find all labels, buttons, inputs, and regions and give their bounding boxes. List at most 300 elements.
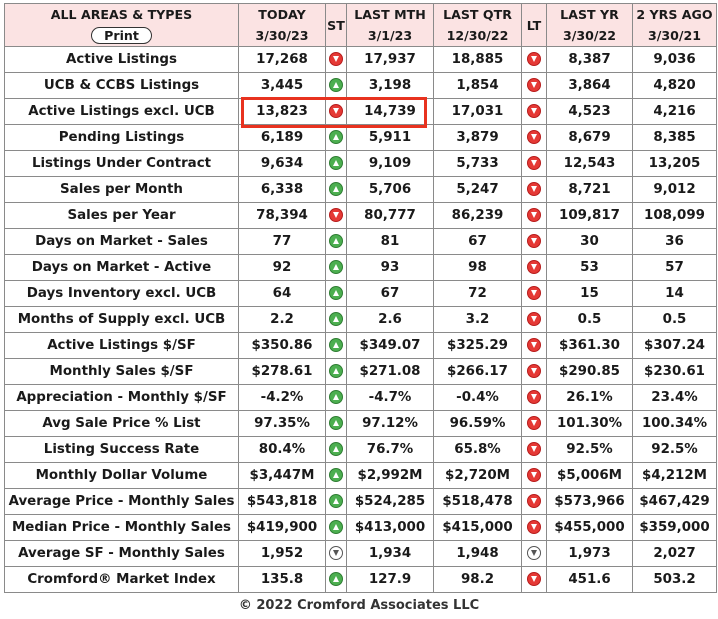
today-value-cell xyxy=(239,437,326,463)
header-2-yrs-ago xyxy=(633,4,717,47)
arrow-up-circle-icon xyxy=(329,286,343,300)
arrow-up-circle-icon xyxy=(329,130,343,144)
table-row xyxy=(5,255,717,281)
st-indicator-cell xyxy=(326,385,347,411)
last-qtr-value: $518,478 xyxy=(442,494,513,509)
last-qtr-value-cell xyxy=(434,151,522,177)
metric-label-cell xyxy=(5,411,239,437)
today-value-cell xyxy=(239,177,326,203)
metric-label-cell xyxy=(5,99,239,125)
lt-indicator-cell xyxy=(522,229,547,255)
last-qtr-value-cell xyxy=(434,541,522,567)
copyright-footer: © 2022 Cromford Associates LLC xyxy=(238,598,480,613)
arrow-down-circle-icon xyxy=(527,468,541,482)
arrow-down-circle-icon xyxy=(527,338,541,352)
last-yr-value-cell xyxy=(547,99,633,125)
last-mth-value-cell xyxy=(347,125,434,151)
last-yr-value: 1,973 xyxy=(568,546,611,561)
arrow-down-circle-icon xyxy=(527,442,541,456)
lt-indicator-cell xyxy=(522,489,547,515)
last-yr-value: 53 xyxy=(580,260,599,275)
two-yrs-ago-value-cell xyxy=(633,567,717,593)
last-mth-value: 9,109 xyxy=(368,156,412,171)
arrow-up-circle-icon xyxy=(329,156,343,170)
last-mth-value: 76.7% xyxy=(366,442,414,457)
lt-indicator-cell xyxy=(522,47,547,73)
two-yrs-ago-value-cell xyxy=(633,99,717,125)
metric-label: UCB & CCBS Listings xyxy=(43,78,200,93)
last-mth-value: $413,000 xyxy=(354,520,426,535)
last-mth-value: 81 xyxy=(380,234,400,249)
st-indicator-cell xyxy=(326,489,347,515)
two-yrs-ago-value-cell xyxy=(633,359,717,385)
last-mth-value: 67 xyxy=(380,286,400,301)
last-qtr-value-cell xyxy=(434,73,522,99)
last-mth-value: $271.08 xyxy=(359,364,421,379)
last-yr-value-cell xyxy=(547,541,633,567)
metric-label: Sales per Month xyxy=(60,182,183,197)
two-yrs-ago-value: 108,099 xyxy=(644,208,705,223)
today-value: $350.86 xyxy=(251,338,313,353)
two-yrs-ago-value-cell xyxy=(633,281,717,307)
last-yr-value: $455,000 xyxy=(554,520,625,535)
last-qtr-value: 3,879 xyxy=(456,130,499,145)
table-row xyxy=(5,463,717,489)
table-row xyxy=(5,359,717,385)
two-yrs-ago-value: 9,012 xyxy=(653,182,696,197)
arrow-up-circle-icon xyxy=(329,390,343,404)
col-date: 3/30/21 xyxy=(647,28,701,43)
metric-label: Pending Listings xyxy=(58,130,185,145)
last-mth-value: 127.9 xyxy=(368,572,412,587)
metric-label-cell xyxy=(5,73,239,99)
last-qtr-value-cell xyxy=(434,203,522,229)
today-value-cell xyxy=(239,151,326,177)
today-value-cell xyxy=(239,47,326,73)
last-qtr-value-cell xyxy=(434,489,522,515)
today-value-cell xyxy=(239,203,326,229)
last-mth-value: $349.07 xyxy=(359,338,421,353)
header-lt xyxy=(522,4,547,47)
today-value: 6,338 xyxy=(260,182,304,197)
today-value-cell xyxy=(239,489,326,515)
arrow-down-circle-icon xyxy=(329,52,343,66)
today-value-cell xyxy=(239,541,326,567)
last-qtr-value-cell xyxy=(434,125,522,151)
today-value: 9,634 xyxy=(260,156,304,171)
last-mth-value-cell xyxy=(347,99,434,125)
st-indicator-cell xyxy=(326,359,347,385)
col-date: 3/1/23 xyxy=(367,28,413,43)
arrow-up-circle-icon xyxy=(329,468,343,482)
arrow-down-circle-icon xyxy=(527,286,541,300)
market-metrics-table xyxy=(4,3,717,593)
col-label: LAST QTR xyxy=(443,7,512,22)
table-row xyxy=(5,47,717,73)
metric-label: Days on Market - Active xyxy=(31,260,212,275)
last-mth-value-cell xyxy=(347,359,434,385)
last-mth-value-cell xyxy=(347,437,434,463)
last-qtr-value: 5,733 xyxy=(456,156,499,171)
last-qtr-value: 3.2 xyxy=(465,312,490,327)
last-mth-value: 3,198 xyxy=(368,78,412,93)
metric-label-cell xyxy=(5,281,239,307)
arrow-down-circle-icon xyxy=(527,234,541,248)
table-row xyxy=(5,541,717,567)
table-header-row xyxy=(5,4,717,47)
last-mth-value-cell xyxy=(347,151,434,177)
last-yr-value-cell xyxy=(547,437,633,463)
last-qtr-value-cell xyxy=(434,385,522,411)
two-yrs-ago-value-cell xyxy=(633,515,717,541)
metric-label: Active Listings excl. UCB xyxy=(28,104,215,119)
table-row xyxy=(5,73,717,99)
last-mth-value: 1,934 xyxy=(368,546,412,561)
today-value: $278.61 xyxy=(251,364,313,379)
last-yr-value: $5,006M xyxy=(557,468,622,483)
last-qtr-value: -0.4% xyxy=(456,390,499,405)
two-yrs-ago-value: $230.61 xyxy=(644,364,705,379)
arrow-up-circle-icon xyxy=(329,234,343,248)
two-yrs-ago-value-cell xyxy=(633,437,717,463)
metric-label: Median Price - Monthly Sales xyxy=(11,520,232,535)
table-body xyxy=(5,47,717,593)
last-yr-value: 0.5 xyxy=(577,312,602,327)
st-indicator-cell xyxy=(326,125,347,151)
today-value: 2.2 xyxy=(270,312,294,327)
last-qtr-value: $2,720M xyxy=(445,468,510,483)
lt-indicator-cell xyxy=(522,177,547,203)
last-yr-value: 101.30% xyxy=(556,416,623,431)
today-value: 97.35% xyxy=(254,416,310,431)
last-qtr-value-cell xyxy=(434,177,522,203)
last-mth-value-cell xyxy=(347,229,434,255)
st-indicator-cell xyxy=(326,411,347,437)
col-label: LT xyxy=(526,17,542,33)
today-value: 1,952 xyxy=(260,546,304,561)
header-today xyxy=(239,4,326,47)
arrow-down-circle-icon xyxy=(527,390,541,404)
last-mth-value-cell xyxy=(347,203,434,229)
two-yrs-ago-value: $467,429 xyxy=(639,494,710,509)
last-qtr-value: 5,247 xyxy=(456,182,499,197)
st-indicator-cell xyxy=(326,463,347,489)
header-last-mth xyxy=(347,4,434,47)
last-yr-value: 8,387 xyxy=(568,52,611,67)
today-value: 135.8 xyxy=(260,572,304,587)
two-yrs-ago-value: $359,000 xyxy=(639,520,710,535)
today-value: 3,445 xyxy=(260,78,304,93)
arrow-down-circle-icon xyxy=(527,130,541,144)
st-indicator-cell xyxy=(326,151,347,177)
today-value: $419,900 xyxy=(246,520,318,535)
metric-label: Sales per Year xyxy=(67,208,176,223)
last-mth-value: 5,706 xyxy=(368,182,412,197)
metric-label: Average SF - Monthly Sales xyxy=(18,546,225,561)
two-yrs-ago-value: 57 xyxy=(665,260,684,275)
table-row xyxy=(5,411,717,437)
header-last-yr xyxy=(547,4,633,47)
arrow-up-circle-icon xyxy=(329,182,343,196)
two-yrs-ago-value-cell xyxy=(633,333,717,359)
metric-label-cell xyxy=(5,307,239,333)
lt-indicator-cell xyxy=(522,567,547,593)
last-mth-value-cell xyxy=(347,515,434,541)
lt-indicator-cell xyxy=(522,73,547,99)
arrow-down-circle-icon xyxy=(329,208,343,222)
today-value: 80.4% xyxy=(258,442,306,457)
last-yr-value-cell xyxy=(547,489,633,515)
last-mth-value: 17,937 xyxy=(364,52,416,67)
last-qtr-value-cell xyxy=(434,47,522,73)
today-value-cell xyxy=(239,515,326,541)
table-row xyxy=(5,385,717,411)
last-qtr-value-cell xyxy=(434,411,522,437)
last-mth-value: $2,992M xyxy=(357,468,423,483)
last-yr-value-cell xyxy=(547,359,633,385)
last-qtr-value: $266.17 xyxy=(447,364,508,379)
st-indicator-cell xyxy=(326,73,347,99)
today-value: 17,268 xyxy=(256,52,308,67)
last-mth-value-cell xyxy=(347,333,434,359)
metric-label: Listings Under Contract xyxy=(31,156,212,171)
arrow-up-circle-icon xyxy=(329,442,343,456)
last-qtr-value-cell xyxy=(434,281,522,307)
today-value: -4.2% xyxy=(260,390,304,405)
last-yr-value: 26.1% xyxy=(566,390,613,405)
last-mth-value-cell xyxy=(347,567,434,593)
arrow-down-circle-icon xyxy=(527,208,541,222)
table-row xyxy=(5,99,717,125)
two-yrs-ago-value-cell xyxy=(633,73,717,99)
arrow-down-circle-icon xyxy=(329,104,343,118)
last-yr-value-cell xyxy=(547,125,633,151)
last-mth-value-cell xyxy=(347,411,434,437)
two-yrs-ago-value: $4,212M xyxy=(642,468,707,483)
st-indicator-cell xyxy=(326,515,347,541)
two-yrs-ago-value: 23.4% xyxy=(651,390,698,405)
table-row xyxy=(5,151,717,177)
last-qtr-value-cell xyxy=(434,437,522,463)
today-value-cell xyxy=(239,99,326,125)
lt-indicator-cell xyxy=(522,411,547,437)
arrow-down-circle-icon xyxy=(527,260,541,274)
metric-label-cell xyxy=(5,255,239,281)
two-yrs-ago-value: 92.5% xyxy=(651,442,698,457)
st-indicator-cell xyxy=(326,255,347,281)
arrow-down-circle-icon xyxy=(527,494,541,508)
last-yr-value-cell xyxy=(547,151,633,177)
last-yr-value: $573,966 xyxy=(554,494,625,509)
last-mth-value-cell xyxy=(347,541,434,567)
last-yr-value-cell xyxy=(547,281,633,307)
last-yr-value-cell xyxy=(547,255,633,281)
metric-label-cell xyxy=(5,359,239,385)
two-yrs-ago-value-cell xyxy=(633,385,717,411)
today-value-cell xyxy=(239,385,326,411)
two-yrs-ago-value-cell xyxy=(633,177,717,203)
metric-label-cell xyxy=(5,385,239,411)
last-qtr-value-cell xyxy=(434,567,522,593)
two-yrs-ago-value-cell xyxy=(633,489,717,515)
today-value: 6,189 xyxy=(260,130,304,145)
metric-label-cell xyxy=(5,541,239,567)
arrow-down-outline-circle-icon xyxy=(527,546,541,560)
lt-indicator-cell xyxy=(522,203,547,229)
last-qtr-value-cell xyxy=(434,255,522,281)
today-value-cell xyxy=(239,255,326,281)
metric-label: Average Price - Monthly Sales xyxy=(8,494,235,509)
last-qtr-value: 96.59% xyxy=(449,416,506,431)
lt-indicator-cell xyxy=(522,255,547,281)
st-indicator-cell xyxy=(326,567,347,593)
arrow-up-circle-icon xyxy=(329,364,343,378)
st-indicator-cell xyxy=(326,203,347,229)
last-mth-value-cell xyxy=(347,463,434,489)
lt-indicator-cell xyxy=(522,99,547,125)
last-yr-value: 109,817 xyxy=(559,208,620,223)
print-button[interactable]: Print xyxy=(91,27,152,44)
col-label: TODAY xyxy=(258,7,306,22)
two-yrs-ago-value: 4,820 xyxy=(653,78,696,93)
last-mth-value-cell xyxy=(347,73,434,99)
today-value-cell xyxy=(239,567,326,593)
two-yrs-ago-value-cell xyxy=(633,229,717,255)
last-yr-value: 451.6 xyxy=(568,572,611,587)
last-qtr-value: 1,948 xyxy=(456,546,499,561)
metric-label: Active Listings xyxy=(66,52,177,67)
metric-label: Monthly Sales $/SF xyxy=(49,364,194,379)
two-yrs-ago-value: 2,027 xyxy=(653,546,696,561)
last-mth-value: 80,777 xyxy=(364,208,416,223)
last-qtr-value-cell xyxy=(434,99,522,125)
metric-label: Avg Sale Price % List xyxy=(42,416,201,431)
last-mth-value-cell xyxy=(347,489,434,515)
lt-indicator-cell xyxy=(522,359,547,385)
last-mth-value-cell xyxy=(347,385,434,411)
last-qtr-value: 67 xyxy=(468,234,487,249)
arrow-down-circle-icon xyxy=(527,364,541,378)
table-row xyxy=(5,437,717,463)
last-yr-value: 8,679 xyxy=(568,130,611,145)
last-qtr-value-cell xyxy=(434,463,522,489)
today-value-cell xyxy=(239,73,326,99)
col-label: LAST YR xyxy=(560,7,619,22)
lt-indicator-cell xyxy=(522,385,547,411)
metric-label-cell xyxy=(5,203,239,229)
arrow-down-circle-icon xyxy=(527,572,541,586)
st-indicator-cell xyxy=(326,541,347,567)
last-yr-value-cell xyxy=(547,463,633,489)
metric-label: Cromford® Market Index xyxy=(27,572,216,587)
arrow-up-circle-icon xyxy=(329,416,343,430)
metric-label-cell xyxy=(5,437,239,463)
last-mth-value: 93 xyxy=(380,260,400,275)
two-yrs-ago-value: 9,036 xyxy=(653,52,696,67)
two-yrs-ago-value-cell xyxy=(633,151,717,177)
last-yr-value: 15 xyxy=(580,286,599,301)
last-qtr-value-cell xyxy=(434,515,522,541)
last-yr-value-cell xyxy=(547,177,633,203)
st-indicator-cell xyxy=(326,307,347,333)
st-indicator-cell xyxy=(326,333,347,359)
arrow-down-circle-icon xyxy=(527,312,541,326)
arrow-down-circle-icon xyxy=(527,104,541,118)
metric-label: Months of Supply excl. UCB xyxy=(17,312,226,327)
last-qtr-value: 98 xyxy=(468,260,487,275)
st-indicator-cell xyxy=(326,99,347,125)
metric-label: Monthly Dollar Volume xyxy=(35,468,208,483)
table-row xyxy=(5,333,717,359)
last-mth-value: 2.6 xyxy=(378,312,402,327)
lt-indicator-cell xyxy=(522,281,547,307)
table-row xyxy=(5,307,717,333)
today-value-cell xyxy=(239,307,326,333)
table-row xyxy=(5,229,717,255)
last-yr-value-cell xyxy=(547,385,633,411)
two-yrs-ago-value-cell xyxy=(633,125,717,151)
lt-indicator-cell xyxy=(522,541,547,567)
arrow-down-circle-icon xyxy=(527,156,541,170)
last-yr-value-cell xyxy=(547,47,633,73)
metric-label-cell xyxy=(5,125,239,151)
table-row xyxy=(5,177,717,203)
last-yr-value-cell xyxy=(547,411,633,437)
today-value: 77 xyxy=(272,234,292,249)
last-yr-value: 3,864 xyxy=(568,78,611,93)
arrow-up-circle-icon xyxy=(329,312,343,326)
col-label: 2 YRS AGO xyxy=(636,7,713,22)
col-label: ST xyxy=(327,17,345,33)
two-yrs-ago-value-cell xyxy=(633,47,717,73)
last-yr-value-cell xyxy=(547,333,633,359)
last-yr-value-cell xyxy=(547,567,633,593)
last-yr-value-cell xyxy=(547,515,633,541)
arrow-down-circle-icon xyxy=(527,78,541,92)
two-yrs-ago-value: 36 xyxy=(665,234,684,249)
today-value: $3,447M xyxy=(249,468,315,483)
st-indicator-cell xyxy=(326,437,347,463)
today-value: $543,818 xyxy=(246,494,318,509)
metric-label-cell xyxy=(5,567,239,593)
lt-indicator-cell xyxy=(522,307,547,333)
metric-label-cell xyxy=(5,229,239,255)
today-value-cell xyxy=(239,229,326,255)
last-yr-value-cell xyxy=(547,203,633,229)
last-yr-value-cell xyxy=(547,229,633,255)
table-row xyxy=(5,125,717,151)
arrow-down-outline-circle-icon xyxy=(329,546,343,560)
last-qtr-value: 17,031 xyxy=(451,104,504,119)
st-indicator-cell xyxy=(326,229,347,255)
metric-label-cell xyxy=(5,151,239,177)
last-mth-value-cell xyxy=(347,307,434,333)
col-date: 3/30/23 xyxy=(255,28,309,43)
two-yrs-ago-value: 8,385 xyxy=(653,130,696,145)
lt-indicator-cell xyxy=(522,463,547,489)
today-value: 92 xyxy=(272,260,292,275)
header-st xyxy=(326,4,347,47)
lt-indicator-cell xyxy=(522,151,547,177)
table-row xyxy=(5,489,717,515)
today-value-cell xyxy=(239,333,326,359)
arrow-down-circle-icon xyxy=(527,52,541,66)
last-yr-value: $290.85 xyxy=(559,364,620,379)
metric-label-cell xyxy=(5,489,239,515)
last-yr-value: $361.30 xyxy=(559,338,620,353)
last-yr-value-cell xyxy=(547,307,633,333)
last-qtr-value-cell xyxy=(434,333,522,359)
